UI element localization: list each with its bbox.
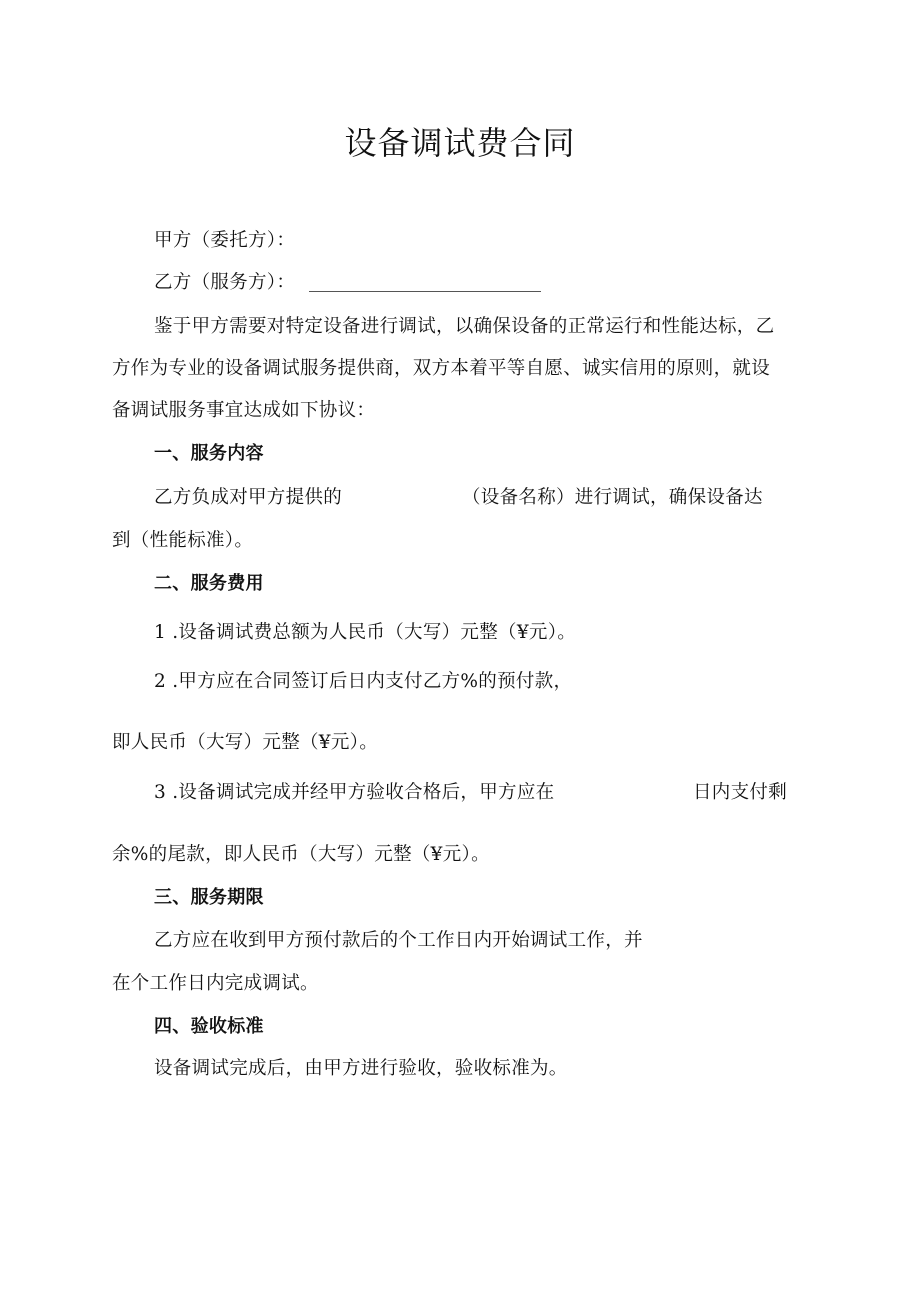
section-1-heading: 一、服务内容 xyxy=(154,443,264,464)
section-4-heading: 四、验收标准 xyxy=(154,1016,264,1037)
section-1-line-1a: 乙方负成对甲方提供的 xyxy=(154,487,343,508)
document-title: 设备调试费合同 xyxy=(344,124,576,162)
section-2-item-2-line-1: 2 .甲方应在合同签订后日内支付乙方%的预付款， xyxy=(154,671,573,692)
section-2-item-3-line-1a: 3 .设备调试完成并经甲方验收合格后，甲方应在 xyxy=(154,782,555,803)
section-1-line-1b: （设备名称）进行调试，确保设备达 xyxy=(462,487,763,508)
section-3-line-2: 在个工作日内完成调试。 xyxy=(112,973,319,994)
party-b-line xyxy=(154,270,541,296)
section-2-item-3-line-1b: 日内支付剩 xyxy=(693,782,788,803)
section-4-line-1: 设备调试完成后，由甲方进行验收，验收标准为。 xyxy=(154,1058,568,1079)
section-3-line-1: 乙方应在收到甲方预付款后的个工作日内开始调试工作，并 xyxy=(154,930,643,951)
party-a-label: 甲方（委托方）： xyxy=(154,230,296,251)
party-a-line xyxy=(154,228,295,254)
section-1-line-2: 到（性能标准）。 xyxy=(112,530,254,551)
section-2-item-2-line-2: 即人民币（大写）元整（¥元）。 xyxy=(112,732,379,753)
party-b-blank xyxy=(309,273,541,292)
preamble-line-1: 鉴于甲方需要对特定设备进行调试，以确保设备的正常运行和性能达标，乙 xyxy=(154,316,775,337)
party-b-label: 乙方（服务方）： xyxy=(154,272,296,293)
section-2-heading: 二、服务费用 xyxy=(154,573,264,594)
preamble-line-3: 备调试服务事宜达成如下协议： xyxy=(112,400,376,421)
preamble-line-2: 方作为专业的设备调试服务提供商，双方本着平等自愿、诚实信用的原则，就设 xyxy=(112,358,771,379)
section-2-item-3-line-2: 余%的尾款，即人民币（大写）元整（¥元）。 xyxy=(112,844,490,865)
section-2-item-1: 1 .设备调试费总额为人民币（大写）元整（¥元）。 xyxy=(154,622,577,643)
section-3-heading: 三、服务期限 xyxy=(154,887,264,908)
